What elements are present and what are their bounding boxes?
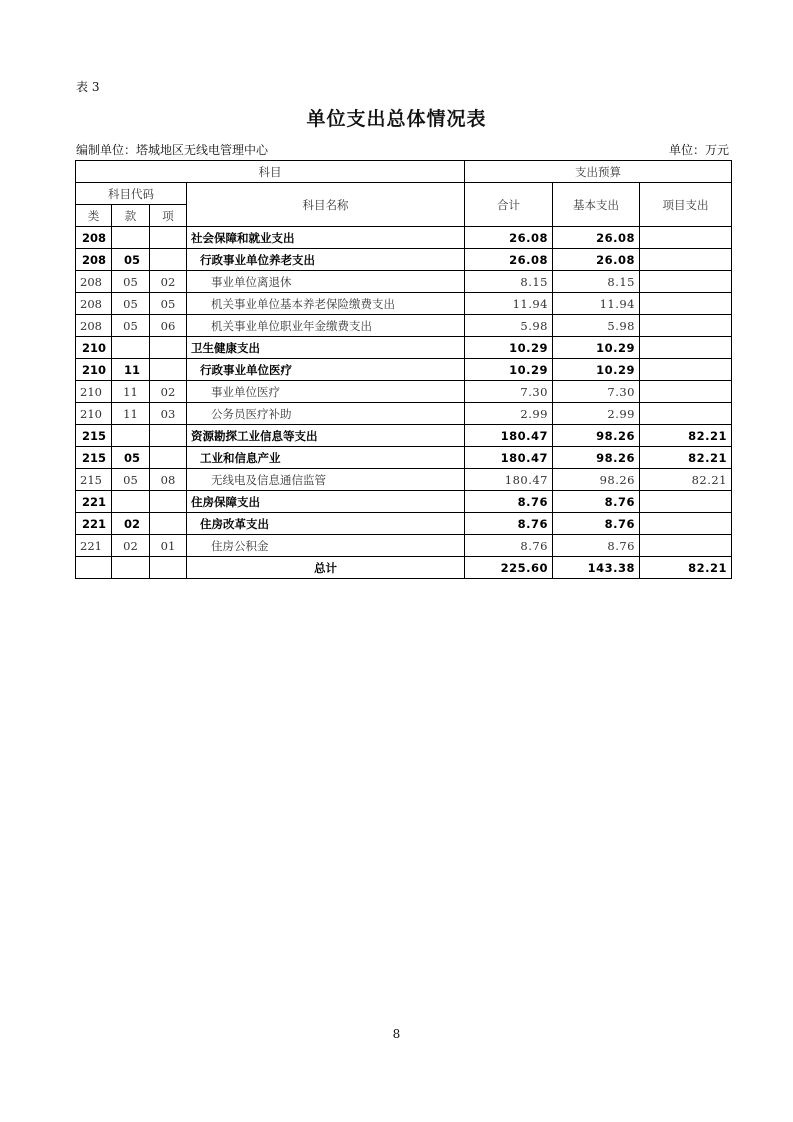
cell-kuan: 05 bbox=[112, 293, 150, 315]
total-basic: 143.38 bbox=[553, 557, 640, 579]
cell-name: 社会保障和就业支出 bbox=[187, 227, 465, 249]
cell-basic: 98.26 bbox=[553, 469, 640, 491]
cell-xiang bbox=[150, 447, 187, 469]
cell-xiang bbox=[150, 359, 187, 381]
cell-total: 8.76 bbox=[465, 535, 553, 557]
table-row bbox=[76, 249, 732, 271]
cell-name: 住房保障支出 bbox=[187, 491, 465, 513]
cell-project bbox=[640, 381, 732, 403]
total-row bbox=[76, 557, 732, 579]
cell-total: 26.08 bbox=[465, 249, 553, 271]
cell-empty bbox=[150, 557, 187, 579]
cell-xiang bbox=[150, 425, 187, 447]
header-subject: 科目 bbox=[76, 161, 465, 183]
cell-basic: 26.08 bbox=[553, 249, 640, 271]
cell-kuan bbox=[112, 491, 150, 513]
cell-kuan bbox=[112, 337, 150, 359]
cell-lei: 208 bbox=[76, 315, 112, 337]
cell-xiang: 05 bbox=[150, 293, 187, 315]
cell-kuan: 05 bbox=[112, 249, 150, 271]
cell-total: 2.99 bbox=[465, 403, 553, 425]
cell-project bbox=[640, 337, 732, 359]
cell-kuan: 11 bbox=[112, 359, 150, 381]
header-xiang: 项 bbox=[150, 205, 187, 227]
cell-xiang: 02 bbox=[150, 271, 187, 293]
cell-name: 住房公积金 bbox=[187, 535, 465, 557]
cell-total: 5.98 bbox=[465, 315, 553, 337]
table-row bbox=[76, 227, 732, 249]
cell-project bbox=[640, 293, 732, 315]
table-row bbox=[76, 381, 732, 403]
table-row bbox=[76, 337, 732, 359]
cell-lei: 210 bbox=[76, 403, 112, 425]
total-sum: 225.60 bbox=[465, 557, 553, 579]
cell-lei: 208 bbox=[76, 227, 112, 249]
cell-xiang bbox=[150, 249, 187, 271]
header-basic: 基本支出 bbox=[553, 183, 640, 227]
cell-lei: 208 bbox=[76, 271, 112, 293]
cell-xiang bbox=[150, 227, 187, 249]
cell-xiang: 08 bbox=[150, 469, 187, 491]
cell-name: 事业单位医疗 bbox=[187, 381, 465, 403]
cell-project bbox=[640, 535, 732, 557]
cell-kuan: 02 bbox=[112, 535, 150, 557]
cell-lei: 208 bbox=[76, 293, 112, 315]
cell-basic: 10.29 bbox=[553, 337, 640, 359]
currency-unit: 单位：万元 bbox=[668, 143, 729, 157]
cell-project bbox=[640, 315, 732, 337]
cell-kuan bbox=[112, 227, 150, 249]
cell-lei: 210 bbox=[76, 337, 112, 359]
cell-project bbox=[640, 403, 732, 425]
cell-basic: 8.76 bbox=[553, 535, 640, 557]
cell-basic: 98.26 bbox=[553, 447, 640, 469]
cell-xiang bbox=[150, 491, 187, 513]
expenditure-table bbox=[75, 160, 732, 579]
cell-lei: 208 bbox=[76, 249, 112, 271]
cell-name: 公务员医疗补助 bbox=[187, 403, 465, 425]
cell-name: 行政事业单位医疗 bbox=[187, 359, 465, 381]
cell-total: 10.29 bbox=[465, 337, 553, 359]
cell-name: 机关事业单位基本养老保险缴费支出 bbox=[187, 293, 465, 315]
cell-project bbox=[640, 271, 732, 293]
cell-total: 10.29 bbox=[465, 359, 553, 381]
cell-name: 资源勘探工业信息等支出 bbox=[187, 425, 465, 447]
table-row bbox=[76, 447, 732, 469]
cell-total: 8.15 bbox=[465, 271, 553, 293]
header-lei: 类 bbox=[76, 205, 112, 227]
cell-xiang bbox=[150, 337, 187, 359]
cell-project bbox=[640, 513, 732, 535]
cell-basic: 8.15 bbox=[553, 271, 640, 293]
cell-kuan: 05 bbox=[112, 315, 150, 337]
table-row bbox=[76, 271, 732, 293]
total-label: 总计 bbox=[187, 557, 465, 579]
cell-kuan bbox=[112, 425, 150, 447]
cell-xiang: 02 bbox=[150, 381, 187, 403]
compiler-unit: 编制单位：塔城地区无线电管理中心 bbox=[76, 143, 269, 157]
cell-lei: 221 bbox=[76, 491, 112, 513]
cell-basic: 26.08 bbox=[553, 227, 640, 249]
cell-total: 180.47 bbox=[465, 469, 553, 491]
header-budget: 支出预算 bbox=[465, 161, 732, 183]
cell-basic: 8.76 bbox=[553, 491, 640, 513]
cell-basic: 2.99 bbox=[553, 403, 640, 425]
cell-total: 7.30 bbox=[465, 381, 553, 403]
header-kuan: 款 bbox=[112, 205, 150, 227]
cell-xiang: 03 bbox=[150, 403, 187, 425]
cell-lei: 221 bbox=[76, 535, 112, 557]
cell-project: 82.21 bbox=[640, 469, 732, 491]
cell-basic: 98.26 bbox=[553, 425, 640, 447]
header-code: 科目代码 bbox=[76, 183, 187, 205]
page-number: 8 bbox=[392, 1027, 401, 1041]
cell-xiang: 01 bbox=[150, 535, 187, 557]
cell-name: 工业和信息产业 bbox=[187, 447, 465, 469]
cell-empty bbox=[76, 557, 112, 579]
cell-basic: 7.30 bbox=[553, 381, 640, 403]
meta-row bbox=[76, 141, 729, 158]
cell-kuan: 05 bbox=[112, 469, 150, 491]
cell-project: 82.21 bbox=[640, 447, 732, 469]
cell-empty bbox=[112, 557, 150, 579]
cell-basic: 11.94 bbox=[553, 293, 640, 315]
cell-project bbox=[640, 491, 732, 513]
cell-xiang: 06 bbox=[150, 315, 187, 337]
cell-lei: 210 bbox=[76, 381, 112, 403]
cell-basic: 5.98 bbox=[553, 315, 640, 337]
cell-kuan: 11 bbox=[112, 403, 150, 425]
cell-lei: 221 bbox=[76, 513, 112, 535]
cell-project bbox=[640, 227, 732, 249]
total-project: 82.21 bbox=[640, 557, 732, 579]
table-row bbox=[76, 491, 732, 513]
table-row bbox=[76, 425, 732, 447]
header-name: 科目名称 bbox=[187, 183, 465, 227]
cell-name: 卫生健康支出 bbox=[187, 337, 465, 359]
cell-name: 无线电及信息通信监管 bbox=[187, 469, 465, 491]
cell-total: 180.47 bbox=[465, 425, 553, 447]
cell-total: 26.08 bbox=[465, 227, 553, 249]
cell-basic: 8.76 bbox=[553, 513, 640, 535]
table-row bbox=[76, 315, 732, 337]
header-project: 项目支出 bbox=[640, 183, 732, 227]
cell-project bbox=[640, 359, 732, 381]
page-title: 单位支出总体情况表 bbox=[306, 108, 487, 130]
table-row bbox=[76, 469, 732, 491]
cell-lei: 215 bbox=[76, 447, 112, 469]
cell-lei: 215 bbox=[76, 469, 112, 491]
cell-lei: 210 bbox=[76, 359, 112, 381]
table-number-label: 表 3 bbox=[76, 80, 100, 94]
table-row bbox=[76, 293, 732, 315]
table-row bbox=[76, 535, 732, 557]
cell-basic: 10.29 bbox=[553, 359, 640, 381]
cell-lei: 215 bbox=[76, 425, 112, 447]
table-row bbox=[76, 359, 732, 381]
cell-kuan: 05 bbox=[112, 271, 150, 293]
cell-total: 8.76 bbox=[465, 513, 553, 535]
cell-total: 8.76 bbox=[465, 491, 553, 513]
cell-project bbox=[640, 249, 732, 271]
cell-kuan: 11 bbox=[112, 381, 150, 403]
cell-kuan: 05 bbox=[112, 447, 150, 469]
cell-kuan: 02 bbox=[112, 513, 150, 535]
cell-total: 180.47 bbox=[465, 447, 553, 469]
cell-total: 11.94 bbox=[465, 293, 553, 315]
table-row bbox=[76, 403, 732, 425]
cell-project: 82.21 bbox=[640, 425, 732, 447]
cell-name: 事业单位离退休 bbox=[187, 271, 465, 293]
cell-name: 机关事业单位职业年金缴费支出 bbox=[187, 315, 465, 337]
table-row bbox=[76, 513, 732, 535]
cell-xiang bbox=[150, 513, 187, 535]
cell-name: 住房改革支出 bbox=[187, 513, 465, 535]
header-total: 合计 bbox=[465, 183, 553, 227]
cell-name: 行政事业单位养老支出 bbox=[187, 249, 465, 271]
